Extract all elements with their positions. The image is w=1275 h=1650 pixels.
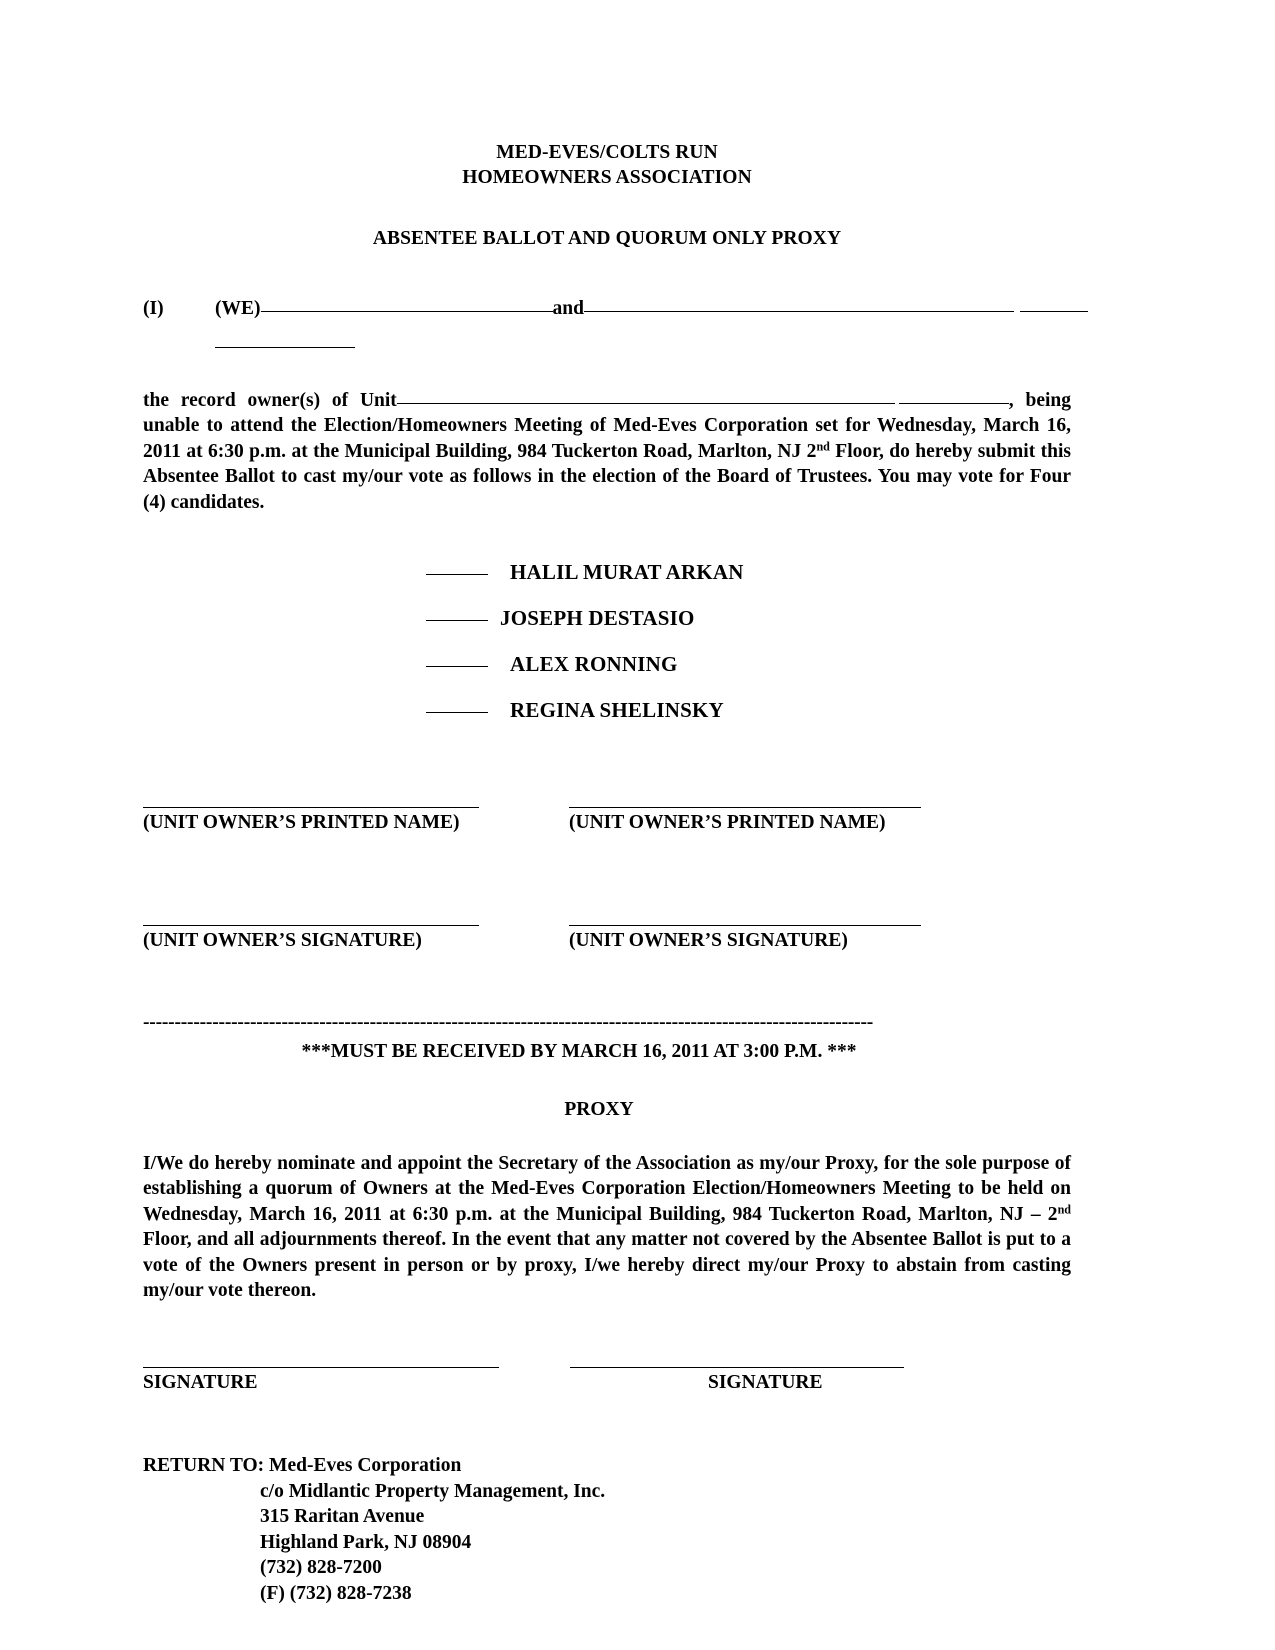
signature-block [143,925,1071,985]
candidate-row-3 [143,641,1071,687]
vote-blank-3[interactable] [426,666,488,667]
we-label: (WE) [215,298,261,319]
signature-right [569,925,921,952]
organization-name-line1: MED-EVES/COLTS RUN [496,142,718,163]
document-header [143,140,1071,190]
candidate-name-1: HALIL MURAT ARKAN [510,560,744,585]
document-title: ABSENTEE BALLOT AND QUORUM ONLY PROXY [372,228,842,249]
and-label: and [552,298,584,319]
organization-name-line2: HOMEOWNERS ASSOCIATION [462,167,752,188]
candidate-row-4 [143,687,1071,733]
deadline-notice: ***MUST BE RECEIVED BY MARCH 16, 2011 AT 3:00 P.M. *** [301,1041,857,1063]
final-signature-block [143,1367,1071,1427]
final-signature-right [570,1367,904,1394]
return-to-line-1: c/o Midlantic Property Management, Inc. [260,1480,606,1502]
return-to-phone: (732) 828-7200 [260,1557,382,1579]
final-signature-label-left: SIGNATURE [143,1372,258,1394]
final-signature-line-left[interactable] [143,1367,499,1368]
owner-name-blank-2[interactable] [584,311,1014,312]
unit-number-blank-2[interactable] [899,403,1009,404]
final-signature-left [143,1367,499,1394]
candidate-row-1 [143,549,1071,595]
signature-label-right: (UNIT OWNER’S SIGNATURE) [569,930,848,952]
proxy-body-part2: Floor, and all adjournments thereof. In the event that any matter not covered by the Absentee Ballot is put to a vote of the Owners present in person or by proxy, I/we hereby direct my/our Proxy to abstain from casting my/our vote thereon. [143,1229,1071,1302]
dashed-divider: -------------------------------------------------------------------------------------------------------------------- [143,1012,874,1034]
vote-blank-2[interactable] [426,620,488,621]
declaration-block [143,294,1071,360]
printed-name-left [143,807,479,834]
vote-blank-4[interactable] [426,712,488,713]
printed-name-label-right: (UNIT OWNER’S PRINTED NAME) [569,812,886,834]
declaration-row-2 [215,330,1071,360]
signature-line-left[interactable] [143,925,479,926]
final-signature-line-right[interactable] [570,1367,904,1368]
ordinal-suffix-nd: nd [816,439,830,454]
candidate-list [143,549,1071,733]
owner-name-blank-4[interactable] [215,347,355,348]
signature-label-left: (UNIT OWNER’S SIGNATURE) [143,930,422,952]
return-to-label: RETURN TO: Med-Eves Corporation [143,1455,462,1477]
candidate-row-2 [143,595,1071,641]
final-signature-label-right: SIGNATURE [708,1372,823,1394]
owner-name-blank-1[interactable] [261,311,553,312]
candidate-name-2: JOSEPH DESTASIO [500,606,695,631]
owner-name-blank-3[interactable] [1020,311,1088,312]
candidate-name-4: REGINA SHELINSKY [510,698,724,723]
printed-name-label-left: (UNIT OWNER’S PRINTED NAME) [143,812,460,834]
printed-name-right [569,807,921,834]
return-to-block [143,1453,1071,1605]
proxy-paragraph [143,1151,1071,1303]
printed-name-line-right[interactable] [569,807,921,808]
signature-left [143,925,479,952]
record-owner-tail: Floor, do hereby submit this Absentee Ballot to cast my/our vote as follows in the election of the Board of Trustees. You may vote for Four (4) candidates. [143,440,1071,513]
record-owner-paragraph [143,388,1071,515]
vote-blank-1[interactable] [426,574,488,575]
proxy-ordinal-suffix-nd: nd [1057,1202,1071,1217]
record-owner-body: , being unable to attend the Election/Homeowners Meeting of Med-Eves Corporation set for Wednesday, March 16, 2011 at 6:30 p.m. at the Municipal Building, 984 Tuckerton Road, Marlton, NJ 2 [143,390,1071,462]
return-to-line-3: Highland Park, NJ 08904 [260,1531,472,1553]
proxy-heading: PROXY [564,1099,634,1121]
i-label: (I) [143,298,164,319]
unit-number-blank-1[interactable] [397,403,895,404]
record-owner-lead: the record owner(s) of Unit [143,390,397,411]
proxy-body-part1: I/We do hereby nominate and appoint the Secretary of the Association as my/our Proxy, for the sole purpose of establishing a quorum of Owners at the Med-Eves Corporation Election/Homeowners Meeting to be held on Wednesday, March 16, 2011 at 6:30 p.m. at the Municipal Building, 984 Tuckerton Road, Marlton, NJ – 2 [143,1153,1071,1225]
return-to-line-2: 315 Raritan Avenue [260,1506,425,1528]
signature-line-right[interactable] [569,925,921,926]
printed-name-block [143,807,1071,867]
document-content [143,0,1071,1606]
return-to-fax: (F) (732) 828-7238 [260,1582,412,1604]
printed-name-line-left[interactable] [143,807,479,808]
declaration-row-1 [143,294,1071,324]
candidate-name-3: ALEX RONNING [510,652,678,677]
